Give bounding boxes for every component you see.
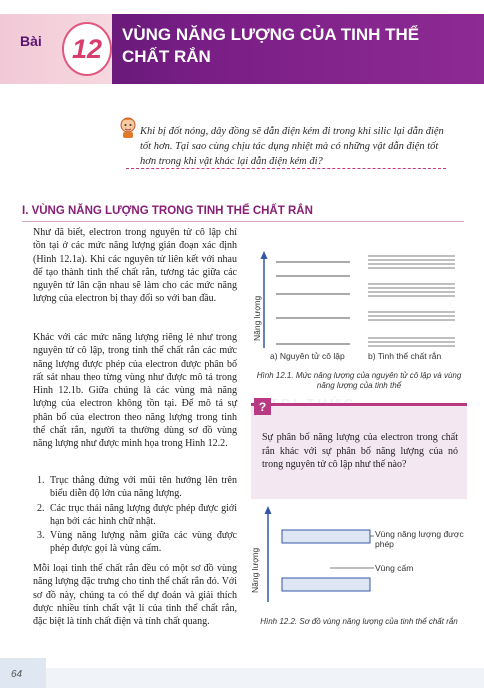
paragraph-2: Khác với các mức năng lượng riêng lẻ như trong nguyên tử cô lập, trong tinh thể chất rắn các mức năng lượng được phép của electron được phân bố rất sát nhau theo từng vùng như được mô tả trong Hình 12.1b. Giữa chúng là các vùng mà năng lượng của electron không tồn tại. Để mô tả sự phân bố của electron theo năng lượng trong tinh thể chất rắn, người ta thường dùng sơ đồ vùng năng lượng như được minh họa trong Hình 12.2. [33, 332, 237, 450]
page-number: 64 [11, 669, 23, 680]
allowed-band-lower [282, 578, 370, 591]
lesson-tag [0, 14, 112, 84]
paragraph-1: Như đã biết, electron trong nguyên tử cô lập chỉ tồn tại ở các mức năng lượng gián đoạn xác định (Hình 12.1a). Khi các nguyên tử liên kết với nhau để tạo thành tinh thể chất rắn, tương tác giữa các nguyên tử lân cận nhau sẽ làm cho các mức năng lượng của electron bị thay đổi so với ban đầu. [33, 227, 237, 305]
energy-axis-arrow [265, 506, 272, 514]
list-text: Trục thẳng đứng với mũi tên hướng lên trên biểu diễn độ lớn của năng lượng. [50, 475, 237, 500]
figure-band-diagram [250, 502, 468, 614]
lesson-number-badge [62, 22, 112, 76]
lesson-banner [0, 14, 484, 84]
lesson-number: 12 [71, 33, 103, 64]
list-text: Các trục thái năng lượng được phép được giới hạn bởi các hình chữ nhật. [50, 502, 237, 527]
list-number: 3. [37, 530, 45, 542]
band-gap-label: Vùng cấm [375, 563, 414, 573]
figure1-axis-label: Năng lượng [252, 295, 262, 341]
page-footer [0, 668, 484, 688]
section-heading: I. VÙNG NĂNG LƯỢNG TRONG TINH THỂ CHẤT RẮN [22, 205, 313, 217]
figure1-label-b: b) Tinh thể chất rắn [368, 351, 442, 361]
isolated-atom-levels [276, 262, 350, 344]
figure1-label-a: a) Nguyên tử cô lập [270, 351, 345, 361]
character-icon [117, 115, 139, 139]
lesson-word: Bài [20, 33, 42, 49]
list-item [33, 502, 237, 529]
question-icon: ? [254, 398, 271, 415]
page-number-tab [0, 658, 46, 688]
list-item [33, 529, 237, 556]
numbered-list [33, 474, 237, 557]
list-number: 1. [37, 475, 45, 486]
paragraph-3: Mỗi loại tinh thể chất rắn đều có một sơ đồ vùng năng lượng đặc trưng cho tinh thể chất rắn đó. Với sơ đồ này, chúng ta có thể dự đoán và giải thích được nhiều tính chất vật lí của tinh thể chất rắn, đặc biệt là tính chất điện và tính chất quang. [33, 563, 237, 628]
energy-axis-arrow [261, 251, 268, 259]
question-text: Sự phân bố năng lượng của electron trong chất rắn khác với sự phân bố năng lượng của nó trong nguyên tử cô lập như thế nào? [262, 432, 458, 470]
figure2-caption: Hình 12.2. Sơ đồ vùng năng lượng của tinh thể chất rắn [260, 617, 458, 626]
allowed-band-upper [282, 530, 370, 543]
intro-question: Khi bị đốt nóng, dây đồng sẽ dẫn điện kém đi trong khi silic lại dẫn điện tốt hơn. Tại sao cùng chịu tác dụng nhiệt mà có những vật dẫn điện tốt hơn trong khi vật khác lại dẫn điện kém đi? [140, 126, 444, 167]
section-divider [22, 221, 464, 222]
page-title: VÙNG NĂNG LƯỢNG CỦA TINH THỂ CHẤT RẮN [122, 25, 420, 66]
list-item [33, 474, 237, 501]
allowed-band-label: Vùng năng lượng được phép [375, 529, 464, 549]
crystal-bands [368, 256, 455, 346]
intro-divider [126, 168, 446, 169]
figure1-caption: Hình 12.1. Mức năng lượng của nguyên tử cô lập và vùng năng lượng của tinh thể [256, 371, 462, 390]
figure2-axis-label: Năng lượng [250, 547, 260, 593]
list-number: 2. [37, 502, 45, 514]
list-text: Vùng năng lượng nằm giữa các vùng được phép được gọi là vùng cấm. [50, 530, 237, 555]
